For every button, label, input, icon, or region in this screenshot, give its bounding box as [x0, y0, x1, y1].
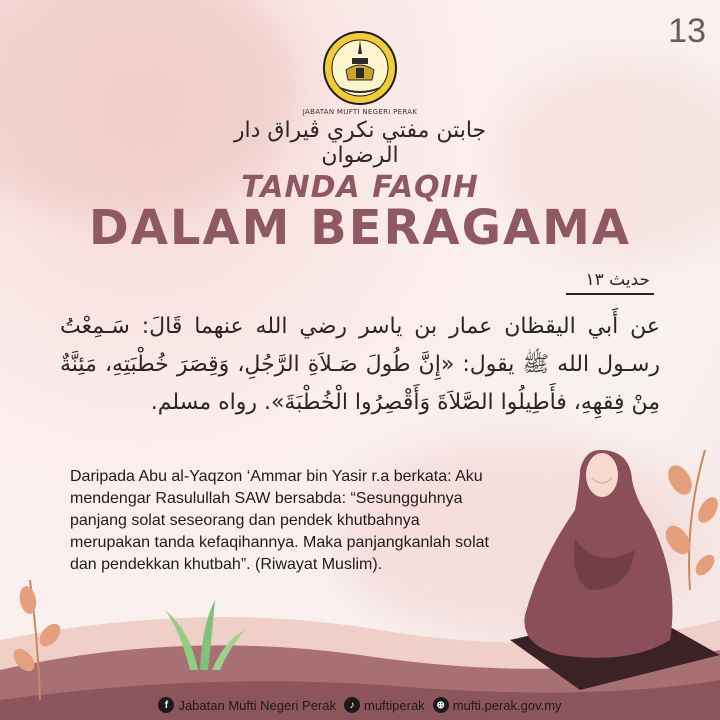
logo-caption: JABATAN MUFTI NEGERI PERAK [302, 108, 418, 116]
grass-icon [160, 600, 250, 670]
title-line-2: DALAM BERAGAMA [88, 200, 632, 256]
hadith-malay-translation: Daripada Abu al-Yaqzon ‘Ammar bin Yasir r.a berkata: Aku mendengar Rasulullah SAW bersabda: “Sesungguhnya panjang solat seseorang dan pendek khutbahnya merupakan tanda kefaqihannya. Maka panjangkanlah solat dan pendekkan khutbah”. (Riwayat Muslim). [70, 468, 489, 573]
facebook-label: Jabatan Mufti Negeri Perak [178, 697, 336, 713]
tiktok-icon: ♪ [344, 697, 360, 713]
tiktok-label: muftiperak [363, 697, 425, 713]
website-label: mufti.perak.gov.my [452, 697, 562, 713]
leaf-branch-icon [650, 450, 720, 590]
footer-tiktok[interactable] [344, 697, 425, 713]
globe-icon: ⊕ [433, 697, 449, 713]
leaf-branch-icon [10, 580, 70, 700]
facebook-icon: f [158, 697, 174, 713]
department-arabic-name: جابتن مفتي نكري ڤيراق دار الرضوان [233, 118, 487, 168]
footer-social-bar [0, 690, 720, 720]
hadith-underline [566, 293, 654, 295]
title-line-1: TANDA FAQIH [241, 170, 479, 205]
hadith-number: حديث ١٣ [585, 270, 650, 290]
footer-website[interactable] [433, 697, 562, 713]
perak-crest-logo [322, 30, 398, 106]
footer-facebook[interactable] [158, 697, 336, 713]
page-number: 13 [668, 12, 706, 50]
hadith-arabic-text: عن أَبي اليقظان عمار بن ياسر رضي الله عنهما قَالَ: سَـمِعْتُ رسـول الله ﷺ يقول: «إِنَّ طُولَ صَـلاَةِ الرَّجُلِ، وَقِصَرَ خُطْبَتِهِ، مَئِنَّةٌ مِنْ فِقهِهِ، فأَطِيلُوا الصَّلاَةَ وَأَقْصِرُوا الْخُطْبَةَ». رواه مسلم. [60, 314, 660, 415]
